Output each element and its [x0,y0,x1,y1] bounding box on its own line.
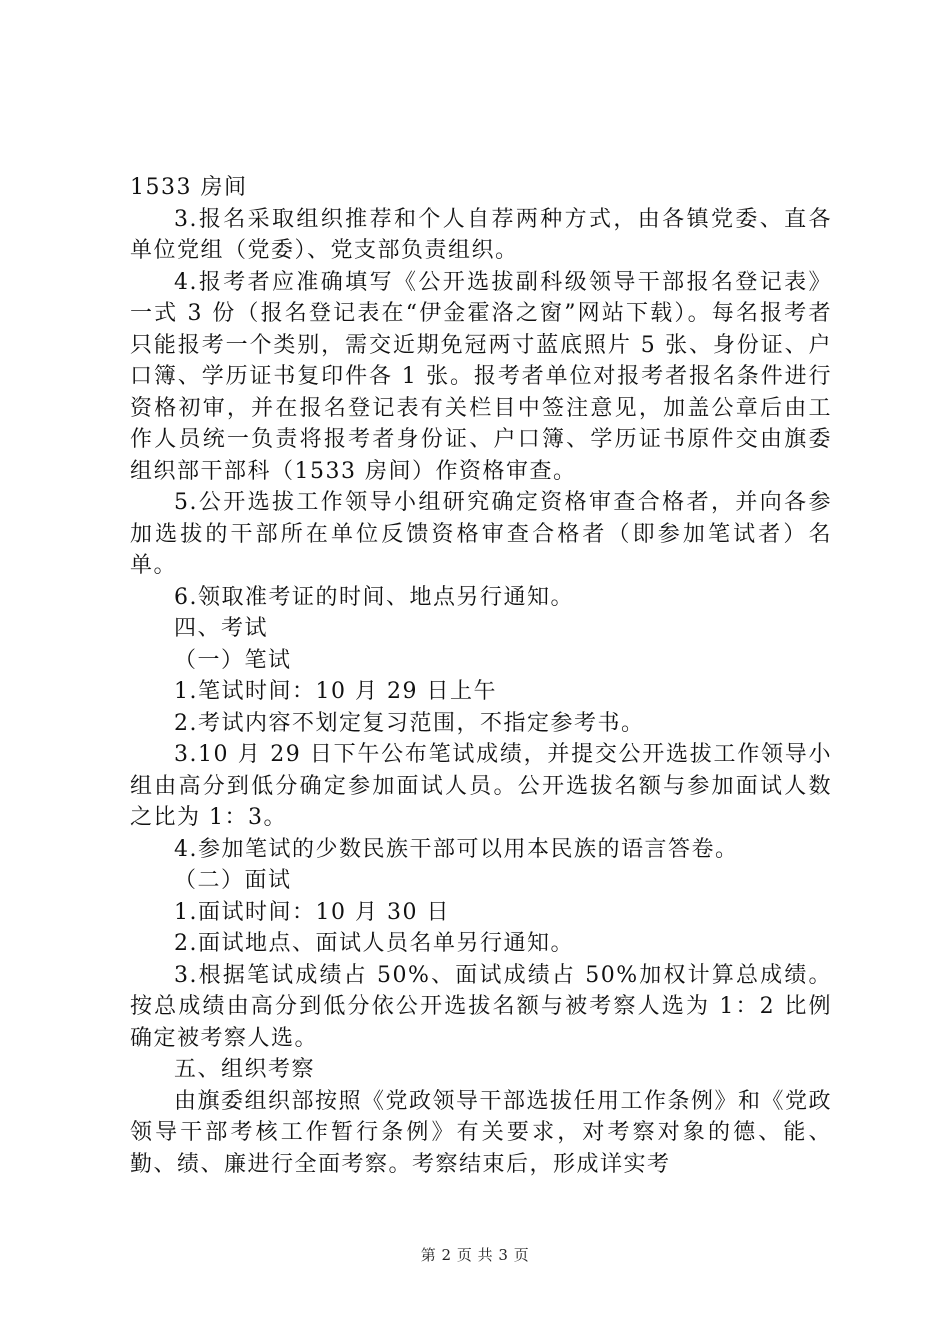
body-paragraph: （一）笔试 [174,647,292,673]
page-footer: 第 2 页 共 3 页 [420,1246,530,1264]
body-paragraph: 4.参加笔试的少数民族干部可以用本民族的语言答卷。 [174,836,739,862]
body-paragraph: 3.根据笔试成绩占 50%、面试成绩占 50%加权计算总成绩。按总成绩由高分到低分依公开选拔名额与被考察人选为 1：2 比例确定被考察人选。 [130,962,832,1051]
body-paragraph: 4.报考者应准确填写《公开选拔副科级领导干部报名登记表》一式 3 份（报名登记表在“伊金霍洛之窗”网站下载）。每名报考者只能报考一个类别，需交近期免冠两寸蓝底照片 5 张、身份证、户口簿、学历证书复印件各 1 张。报考者单位对报考者报名条件进行资格初审，并在报名登记表有关栏目中签注意见，加盖公章后由工作人员统一负责将报考者身份证、户口簿、学历证书原件交由旗委组织部干部科（1533 房间）作资格审查。 [130,269,832,484]
body-paragraph: 2.考试内容不划定复习范围，不指定参考书。 [174,710,645,736]
body-paragraph: （二）面试 [174,868,292,893]
body-paragraph: 五、组织考察 [174,1057,316,1082]
body-paragraph: 1533 房间 [130,175,248,200]
body-paragraph: 3.报名采取组织推荐和个人自荐两种方式，由各镇党委、直各单位党组（党委）、党支部负责组织。 [130,206,832,263]
body-paragraph: 1.笔试时间：10 月 29 日上午 [174,679,497,704]
body-paragraph: 5.公开选拔工作领导小组研究确定资格审查合格者，并向各参加选拔的干部所在单位反馈资格审查合格者（即参加笔试者）名单。 [130,490,832,578]
body-paragraph: 6.领取准考证的时间、地点另行通知。 [174,584,574,610]
body-paragraph: 1.面试时间：10 月 30 日 [174,899,450,925]
document-body [130,172,832,1180]
body-paragraph: 由旗委组织部按照《党政领导干部选拔任用工作条例》和《党政领导干部考核工作暂行条例》有关要求，对考察对象的德、能、勤、绩、廉进行全面考察。考察结束后，形成详实考 [130,1088,833,1177]
body-paragraph: 3.10 月 29 日下午公布笔试成绩，并提交公开选拔工作领导小组由高分到低分确定参加面试人员。公开选拔名额与参加面试人数之比为 1：3。 [130,742,832,830]
body-paragraph: 四、考试 [174,616,269,641]
body-paragraph: 2.面试地点、面试人员名单另行通知。 [174,931,574,956]
